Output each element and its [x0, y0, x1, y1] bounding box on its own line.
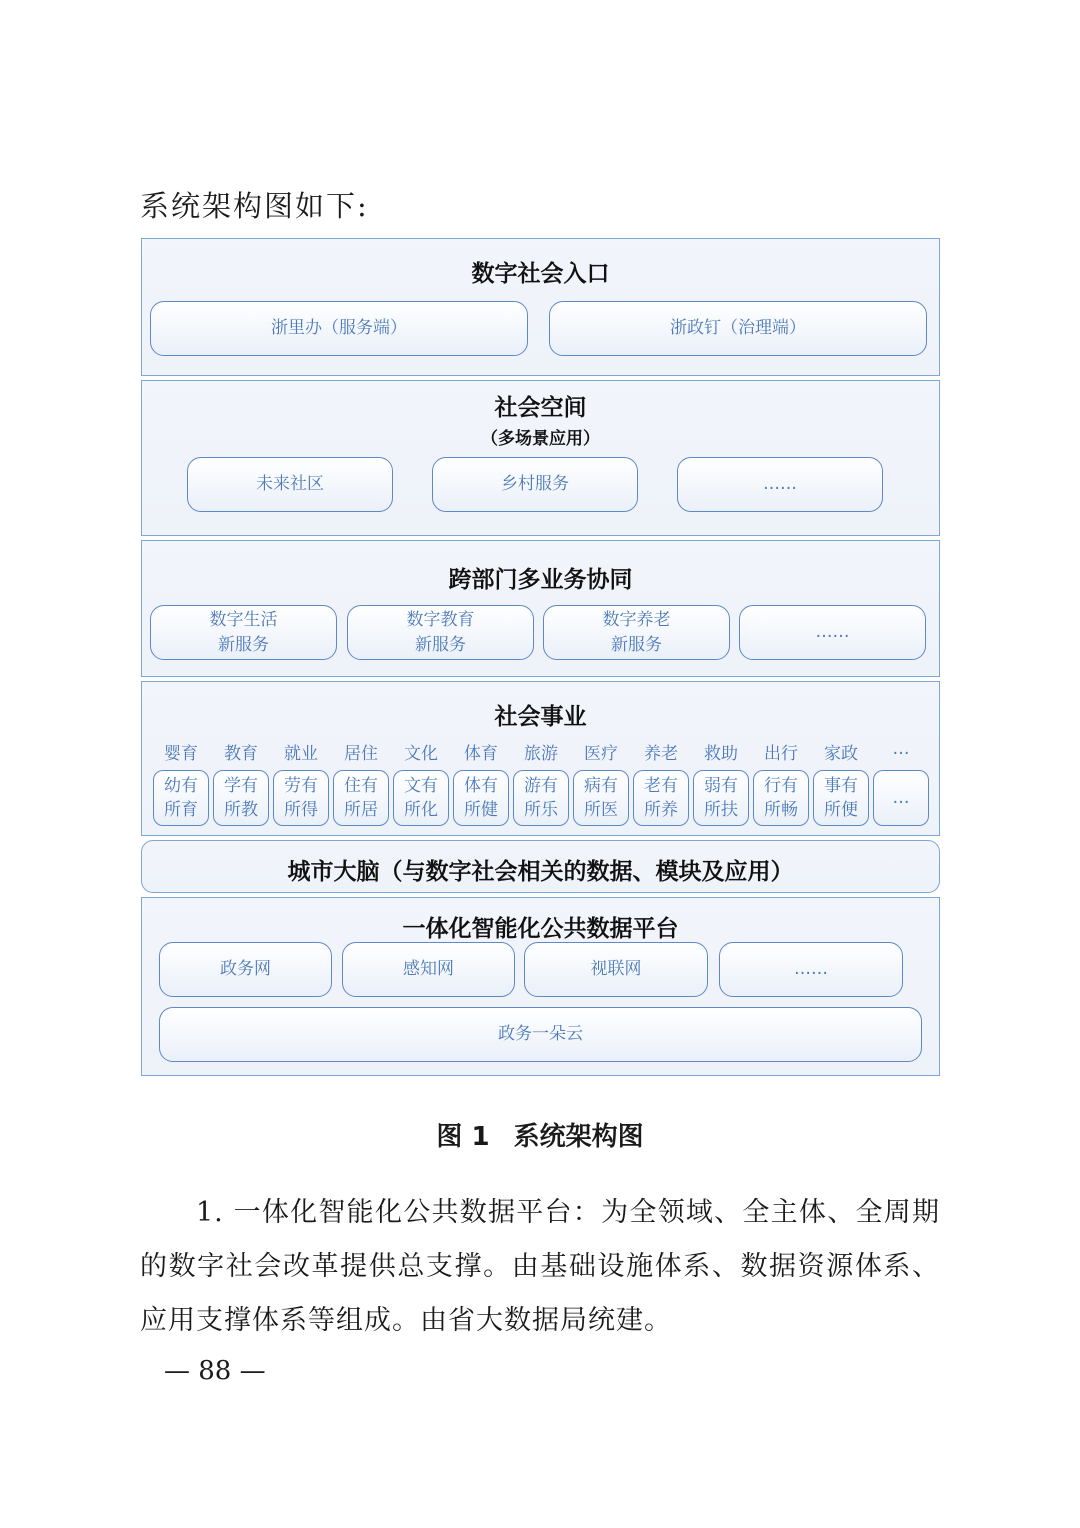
- box-line: 游有: [524, 776, 558, 796]
- pill-line: 新服务: [218, 634, 269, 655]
- affair-box: [213, 770, 269, 826]
- platform-pill-more: ……: [719, 942, 903, 997]
- affair-box: [753, 770, 809, 826]
- box-line: 事有: [824, 776, 858, 796]
- box-line: 老有: [644, 776, 678, 796]
- affair-box: [813, 770, 869, 826]
- pill-line: 数字生活: [209, 609, 278, 630]
- affair-box-more: [873, 770, 929, 826]
- figure-label: 图 1: [436, 1122, 490, 1152]
- section-title: 一体化智能化公共数据平台: [402, 916, 679, 942]
- section-title: 社会空间: [494, 395, 587, 421]
- intro-text: 系统架构图如下:: [140, 189, 369, 223]
- affair-box: [333, 770, 389, 826]
- box-line: 所医: [584, 800, 618, 820]
- entry-pill-zhezhengding: 浙政钉（治理端）: [549, 301, 927, 356]
- box-line: 所乐: [524, 800, 558, 820]
- space-pill-rural-service: 乡村服务: [432, 457, 638, 512]
- paragraph-text: 1. 一体化智能化公共数据平台：为全领域、全主体、全周期的数字社会改革提供总支撑。由基础设施体系、数据资源体系、应用支撑体系等组成。由省大数据局统建。: [140, 1197, 940, 1336]
- section-city-brain: [141, 840, 940, 893]
- box-line: 体有: [464, 776, 498, 796]
- box-line: 所畅: [764, 800, 798, 820]
- box-line: 所居: [344, 800, 378, 820]
- collab-pill-more: [739, 605, 926, 660]
- platform-pill-gov-network: 政务网: [159, 942, 332, 997]
- section-title: 跨部门多业务协同: [448, 567, 633, 593]
- entry-pill-zheliban: 浙里办（服务端）: [150, 301, 528, 356]
- category-label: 文化: [404, 744, 438, 764]
- box-line: 所养: [644, 800, 678, 820]
- section-cross-department: [141, 540, 940, 677]
- box-line: 行有: [764, 776, 798, 796]
- box-line: 所教: [224, 800, 258, 820]
- section-title: 城市大脑（与数字社会相关的数据、模块及应用）: [287, 859, 794, 885]
- box-line: …: [892, 788, 910, 808]
- box-line: 所便: [824, 800, 858, 820]
- collab-pill-digital-elderly: [543, 605, 730, 660]
- section-public-data-platform: [141, 897, 940, 1076]
- box-line: 弱有: [704, 776, 738, 796]
- affair-box: [633, 770, 689, 826]
- space-pill-more: ……: [677, 457, 883, 512]
- category-label: 婴育: [164, 744, 198, 764]
- figure-caption: [0, 1116, 1080, 1153]
- platform-pill-sensing-network: 感知网: [342, 942, 515, 997]
- box-line: 住有: [344, 776, 378, 796]
- category-label: 家政: [824, 744, 858, 764]
- box-line: 病有: [584, 776, 618, 796]
- space-pill-future-community: 未来社区: [187, 457, 393, 512]
- pill-line: 新服务: [415, 634, 466, 655]
- box-line: 劳有: [284, 776, 318, 796]
- pill-line: 数字教育: [406, 609, 475, 630]
- category-label: 教育: [224, 744, 258, 764]
- section-title: 数字社会入口: [471, 261, 610, 287]
- pill-line: 新服务: [611, 634, 662, 655]
- category-label: 养老: [644, 744, 678, 764]
- section-title: 社会事业: [494, 704, 587, 730]
- box-line: 所得: [284, 800, 318, 820]
- box-line: 幼有: [164, 776, 198, 796]
- box-line: 所健: [464, 800, 498, 820]
- affair-box: [453, 770, 509, 826]
- affair-box: [393, 770, 449, 826]
- platform-pill-gov-cloud: 政务一朵云: [159, 1007, 922, 1062]
- category-label: 医疗: [584, 744, 618, 764]
- category-label: 出行: [764, 744, 798, 764]
- figure-title: 系统架构图: [513, 1122, 644, 1152]
- affair-box: [573, 770, 629, 826]
- affair-box: [273, 770, 329, 826]
- box-line: 所化: [404, 800, 438, 820]
- affair-box: [513, 770, 569, 826]
- category-label: 救助: [704, 744, 738, 764]
- platform-pill-video-network: 视联网: [524, 942, 708, 997]
- box-line: 文有: [404, 776, 438, 796]
- section-social-space: [141, 380, 940, 536]
- pill-line: 数字养老: [602, 609, 671, 630]
- category-label: 居住: [344, 744, 378, 764]
- pill-line: ……: [815, 622, 850, 642]
- affair-box: [693, 770, 749, 826]
- collab-pill-digital-education: [347, 605, 534, 660]
- section-subtitle: （多场景应用）: [481, 429, 600, 449]
- section-social-affairs: [141, 681, 940, 836]
- body-paragraph: [140, 1186, 940, 1348]
- collab-pill-digital-life: [150, 605, 337, 660]
- section-digital-society-entry: [141, 238, 940, 376]
- box-line: 所育: [164, 800, 198, 820]
- affair-box: [153, 770, 209, 826]
- box-line: 所扶: [704, 800, 738, 820]
- category-label: 旅游: [524, 744, 558, 764]
- page-number: — 88 —: [164, 1356, 266, 1386]
- category-label: 体育: [464, 744, 498, 764]
- category-label: …: [892, 739, 910, 759]
- box-line: 学有: [224, 776, 258, 796]
- category-label: 就业: [284, 744, 318, 764]
